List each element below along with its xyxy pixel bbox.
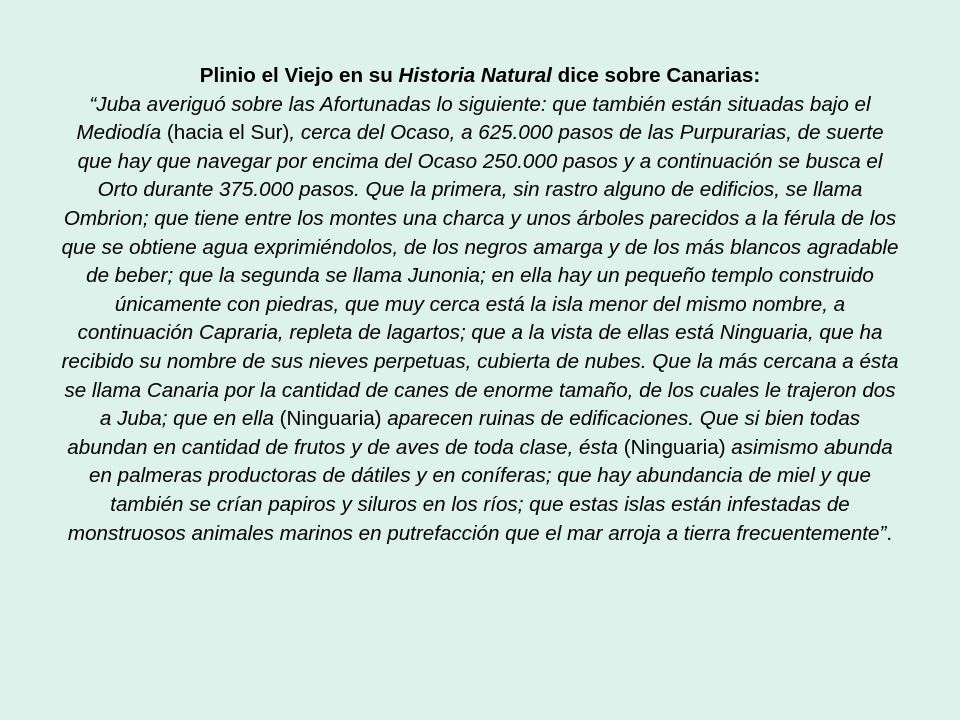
- slide-content: [60, 62, 900, 548]
- quote-segment-1: “Juba averiguó sobre las Afortunadas lo siguiente: que también están situadas bajo el Mediodía: [76, 92, 871, 145]
- title-text-after: dice sobre Canarias:: [551, 64, 761, 87]
- quote-segment-3: aparecen ruinas de edificaciones. Que si bien todas abundan en cantidad de frutos y de aves de toda clase, ésta: [67, 407, 861, 459]
- title-text-before: Plinio el Viejo en su: [199, 64, 399, 87]
- title-book-name: Historia Natural: [398, 64, 552, 87]
- quote-paragraph: [60, 91, 900, 549]
- quote-end-period: .: [886, 521, 893, 545]
- quote-parenthetical-1: (hacia el Sur): [161, 121, 290, 145]
- quote-segment-2: , cerca del Ocaso, a 625.000 pasos de las Purpurarias, de suerte que hay que navegar por encima del Ocaso 250.000 pasos y a continuación se busca el Orto durante 375.000 pasos. Que la primera, sin rastro alguno de edificios, se llama Ombrion; que tiene entre los montes una charca y unos árboles parecidos a la férula de los que se obtiene agua exprimiéndolos, de los negros amarga y de los más blancos agradable de beber; que la segunda se llama Junonia; en ella hay un pequeño templo construido únicamente con piedras, que muy cerca está la isla menor del mismo nombre, a continuación Capraria, repleta de lagartos; que a la vista de ellas está Ninguaria, que ha recibido su nombre de sus nieves perpetuas, cubierta de nubes. Que la más cercana a ésta se llama Canaria por la cantidad de canes de enorme tamaño, de los cuales le trajeron dos a Juba; que en ella: [61, 121, 899, 431]
- quote-parenthetical-2: (Ninguaria): [273, 407, 388, 431]
- quote-parenthetical-3: (Ninguaria): [617, 435, 732, 459]
- quote-segment-4: asimismo abunda en palmeras productoras de dátiles y en coníferas; que hay abundancia de miel y que también se crían papiros y siluros en los ríos; que estas islas están infestadas de monstruosos animales marinos en putrefacción que el mar arroja a tierra frecuentemente”: [67, 435, 893, 545]
- slide-title: [60, 62, 900, 91]
